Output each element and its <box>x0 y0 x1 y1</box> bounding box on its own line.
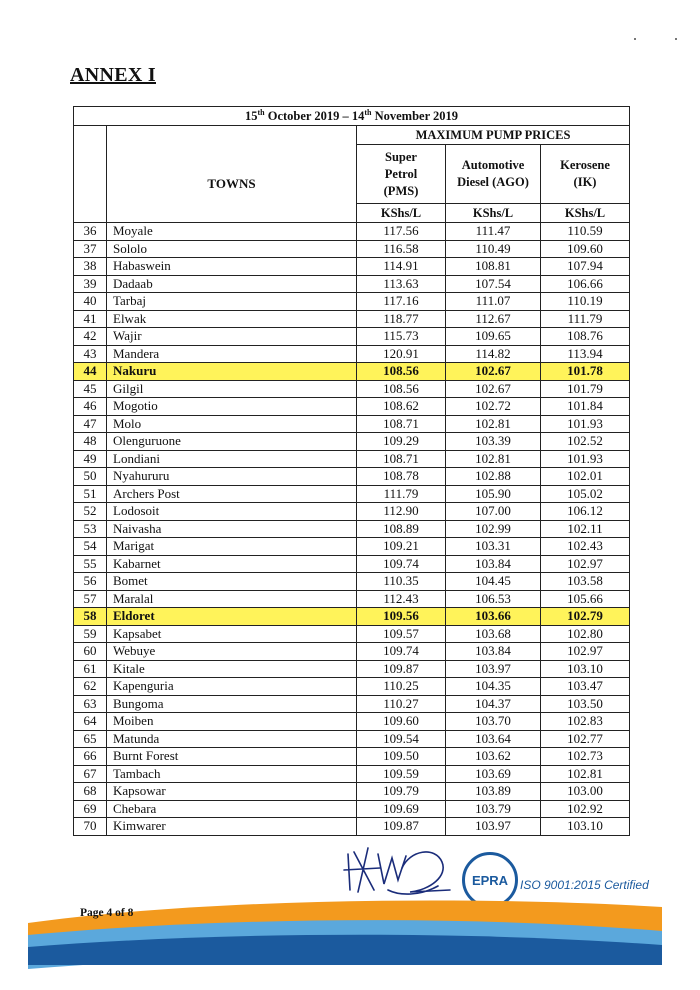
pump-prices-table <box>73 106 630 836</box>
town-name: Kimwarer <box>107 818 357 836</box>
row-number: 38 <box>74 258 107 276</box>
pms-price: 108.71 <box>357 415 446 433</box>
ik-price: 106.12 <box>541 503 630 521</box>
ik-price: 113.94 <box>541 345 630 363</box>
pms-price: 115.73 <box>357 328 446 346</box>
town-name: Tambach <box>107 765 357 783</box>
ik-price: 101.84 <box>541 398 630 416</box>
pms-price: 109.50 <box>357 748 446 766</box>
pms-price: 109.87 <box>357 660 446 678</box>
row-number: 67 <box>74 765 107 783</box>
town-name: Naivasha <box>107 520 357 538</box>
ago-price: 102.99 <box>446 520 541 538</box>
row-number: 70 <box>74 818 107 836</box>
ik-price: 109.60 <box>541 240 630 258</box>
table-row <box>74 240 630 258</box>
ago-price: 103.79 <box>446 800 541 818</box>
town-name: Wajir <box>107 328 357 346</box>
unit-ik: KShs/L <box>541 204 630 223</box>
town-name: Londiani <box>107 450 357 468</box>
table-row <box>74 450 630 468</box>
row-number: 45 <box>74 380 107 398</box>
ago-price: 103.70 <box>446 713 541 731</box>
town-name: Olenguruone <box>107 433 357 451</box>
pms-price: 109.54 <box>357 730 446 748</box>
table-row <box>74 398 630 416</box>
row-number: 65 <box>74 730 107 748</box>
pms-price: 109.69 <box>357 800 446 818</box>
town-name: Moiben <box>107 713 357 731</box>
town-name: Marigat <box>107 538 357 556</box>
town-name: Kapsabet <box>107 625 357 643</box>
pms-price: 110.27 <box>357 695 446 713</box>
ago-price: 107.54 <box>446 275 541 293</box>
pms-price: 109.79 <box>357 783 446 801</box>
pms-price: 110.35 <box>357 573 446 591</box>
max-pump-prices-header: MAXIMUM PUMP PRICES <box>357 126 630 145</box>
row-number: 59 <box>74 625 107 643</box>
table-row <box>74 223 630 241</box>
ago-price: 114.82 <box>446 345 541 363</box>
table-row <box>74 748 630 766</box>
row-number: 60 <box>74 643 107 661</box>
pms-price: 108.56 <box>357 380 446 398</box>
town-name: Tarbaj <box>107 293 357 311</box>
ago-price: 108.81 <box>446 258 541 276</box>
table-row <box>74 485 630 503</box>
max-prices-header-row <box>74 126 630 145</box>
pms-price: 110.25 <box>357 678 446 696</box>
ik-price: 102.77 <box>541 730 630 748</box>
ago-price: 102.67 <box>446 380 541 398</box>
pms-price: 116.58 <box>357 240 446 258</box>
pms-price: 109.57 <box>357 625 446 643</box>
table-row <box>74 310 630 328</box>
ik-price: 102.97 <box>541 643 630 661</box>
ago-price: 111.07 <box>446 293 541 311</box>
row-number: 37 <box>74 240 107 258</box>
table-row <box>74 573 630 591</box>
row-number: 58 <box>74 608 107 626</box>
town-name: Habaswein <box>107 258 357 276</box>
ago-price: 103.69 <box>446 765 541 783</box>
pms-price: 108.89 <box>357 520 446 538</box>
town-name: Burnt Forest <box>107 748 357 766</box>
ik-price: 103.50 <box>541 695 630 713</box>
ik-price: 102.52 <box>541 433 630 451</box>
pms-price: 109.29 <box>357 433 446 451</box>
ago-price: 103.97 <box>446 818 541 836</box>
row-number: 48 <box>74 433 107 451</box>
row-number: 52 <box>74 503 107 521</box>
pms-price: 111.79 <box>357 485 446 503</box>
ago-price: 103.66 <box>446 608 541 626</box>
town-name: Lodosoit <box>107 503 357 521</box>
ik-price: 103.58 <box>541 573 630 591</box>
scan-speck <box>634 38 636 40</box>
table-row <box>74 433 630 451</box>
period-header-row <box>74 107 630 126</box>
ik-price: 101.93 <box>541 415 630 433</box>
town-name: Elwak <box>107 310 357 328</box>
ago-price: 103.39 <box>446 433 541 451</box>
pms-price: 109.60 <box>357 713 446 731</box>
table-row <box>74 538 630 556</box>
row-number: 53 <box>74 520 107 538</box>
ik-price: 102.92 <box>541 800 630 818</box>
town-name: Nakuru <box>107 363 357 381</box>
ago-price: 102.67 <box>446 363 541 381</box>
row-number: 36 <box>74 223 107 241</box>
row-number: 55 <box>74 555 107 573</box>
table-row <box>74 713 630 731</box>
table-row <box>74 643 630 661</box>
pms-price: 108.62 <box>357 398 446 416</box>
town-name: Maralal <box>107 590 357 608</box>
row-number: 50 <box>74 468 107 486</box>
ik-price: 102.81 <box>541 765 630 783</box>
ago-price: 104.35 <box>446 678 541 696</box>
row-number: 47 <box>74 415 107 433</box>
ik-price: 106.66 <box>541 275 630 293</box>
ik-price: 105.02 <box>541 485 630 503</box>
ago-price: 103.64 <box>446 730 541 748</box>
table-row <box>74 328 630 346</box>
ik-price: 105.66 <box>541 590 630 608</box>
table-row <box>74 415 630 433</box>
pms-price: 109.87 <box>357 818 446 836</box>
product-header-pms: Super Petrol (PMS) <box>357 145 446 204</box>
pms-price: 112.90 <box>357 503 446 521</box>
town-name: Gilgil <box>107 380 357 398</box>
table-row <box>74 730 630 748</box>
town-name: Kapsowar <box>107 783 357 801</box>
ago-price: 103.84 <box>446 643 541 661</box>
ago-price: 112.67 <box>446 310 541 328</box>
ago-price: 111.47 <box>446 223 541 241</box>
town-name: Kitale <box>107 660 357 678</box>
page-number: Page 4 of 8 <box>80 907 134 919</box>
ik-price: 102.43 <box>541 538 630 556</box>
row-number: 43 <box>74 345 107 363</box>
towns-header: TOWNS <box>107 126 357 223</box>
pms-price: 109.56 <box>357 608 446 626</box>
table-row <box>74 345 630 363</box>
table-row <box>74 695 630 713</box>
table-row <box>74 258 630 276</box>
ik-price: 101.78 <box>541 363 630 381</box>
table-row <box>74 625 630 643</box>
ago-price: 106.53 <box>446 590 541 608</box>
pms-price: 117.56 <box>357 223 446 241</box>
ik-price: 108.76 <box>541 328 630 346</box>
ik-price: 102.80 <box>541 625 630 643</box>
town-name: Bungoma <box>107 695 357 713</box>
row-number: 42 <box>74 328 107 346</box>
ago-price: 102.81 <box>446 450 541 468</box>
table-row <box>74 363 630 381</box>
ago-price: 103.68 <box>446 625 541 643</box>
town-name: Matunda <box>107 730 357 748</box>
pms-price: 113.63 <box>357 275 446 293</box>
table-row <box>74 468 630 486</box>
ik-price: 103.00 <box>541 783 630 801</box>
table-row <box>74 555 630 573</box>
row-number: 57 <box>74 590 107 608</box>
ik-price: 102.83 <box>541 713 630 731</box>
row-number: 49 <box>74 450 107 468</box>
table-row <box>74 765 630 783</box>
pms-price: 109.21 <box>357 538 446 556</box>
signature <box>340 840 455 900</box>
town-name: Sololo <box>107 240 357 258</box>
row-number: 54 <box>74 538 107 556</box>
pms-price: 108.56 <box>357 363 446 381</box>
period-header: 15th October 2019 – 14th November 2019 <box>74 107 630 126</box>
row-number: 51 <box>74 485 107 503</box>
unit-ago: KShs/L <box>446 204 541 223</box>
ago-price: 102.88 <box>446 468 541 486</box>
pms-price: 112.43 <box>357 590 446 608</box>
ik-price: 103.47 <box>541 678 630 696</box>
product-header-ik: Kerosene (IK) <box>541 145 630 204</box>
town-name: Archers Post <box>107 485 357 503</box>
epra-logo: EPRA <box>462 852 518 908</box>
ik-price: 107.94 <box>541 258 630 276</box>
ik-price: 102.01 <box>541 468 630 486</box>
row-number: 40 <box>74 293 107 311</box>
row-number: 66 <box>74 748 107 766</box>
pms-price: 109.59 <box>357 765 446 783</box>
table-row <box>74 503 630 521</box>
ik-price: 111.79 <box>541 310 630 328</box>
table-row <box>74 293 630 311</box>
row-number: 63 <box>74 695 107 713</box>
annex-title: ANNEX I <box>70 64 156 86</box>
table-row <box>74 678 630 696</box>
ago-price: 105.90 <box>446 485 541 503</box>
ago-price: 110.49 <box>446 240 541 258</box>
table-row <box>74 818 630 836</box>
ik-price: 101.93 <box>541 450 630 468</box>
table-row <box>74 520 630 538</box>
row-number: 64 <box>74 713 107 731</box>
row-number: 41 <box>74 310 107 328</box>
town-name: Kapenguria <box>107 678 357 696</box>
ago-price: 102.81 <box>446 415 541 433</box>
town-name: Eldoret <box>107 608 357 626</box>
town-name: Molo <box>107 415 357 433</box>
ik-price: 110.19 <box>541 293 630 311</box>
row-number: 56 <box>74 573 107 591</box>
row-number: 61 <box>74 660 107 678</box>
pms-price: 117.16 <box>357 293 446 311</box>
ago-price: 102.72 <box>446 398 541 416</box>
town-name: Bomet <box>107 573 357 591</box>
town-name: Mandera <box>107 345 357 363</box>
town-name: Mogotio <box>107 398 357 416</box>
ago-price: 104.37 <box>446 695 541 713</box>
town-name: Webuye <box>107 643 357 661</box>
table-row <box>74 660 630 678</box>
town-name: Kabarnet <box>107 555 357 573</box>
product-header-ago: Automotive Diesel (AGO) <box>446 145 541 204</box>
row-number: 39 <box>74 275 107 293</box>
row-number: 62 <box>74 678 107 696</box>
ago-price: 103.62 <box>446 748 541 766</box>
table-row <box>74 590 630 608</box>
ago-price: 104.45 <box>446 573 541 591</box>
town-name: Moyale <box>107 223 357 241</box>
ago-price: 103.97 <box>446 660 541 678</box>
table-row <box>74 275 630 293</box>
ago-price: 103.31 <box>446 538 541 556</box>
table-row <box>74 380 630 398</box>
ik-price: 102.73 <box>541 748 630 766</box>
ago-price: 109.65 <box>446 328 541 346</box>
ik-price: 103.10 <box>541 660 630 678</box>
table-row <box>74 783 630 801</box>
ago-price: 103.84 <box>446 555 541 573</box>
pms-price: 109.74 <box>357 643 446 661</box>
row-number: 69 <box>74 800 107 818</box>
ik-price: 102.97 <box>541 555 630 573</box>
pms-price: 108.71 <box>357 450 446 468</box>
ik-price: 101.79 <box>541 380 630 398</box>
row-number: 44 <box>74 363 107 381</box>
pms-price: 120.91 <box>357 345 446 363</box>
pms-price: 118.77 <box>357 310 446 328</box>
pms-price: 114.91 <box>357 258 446 276</box>
iso-certification: ISO 9001:2015 Certified <box>520 878 649 892</box>
unit-pms: KShs/L <box>357 204 446 223</box>
town-name: Dadaab <box>107 275 357 293</box>
pms-price: 108.78 <box>357 468 446 486</box>
scan-speck <box>675 38 677 40</box>
ik-price: 102.79 <box>541 608 630 626</box>
table-row <box>74 800 630 818</box>
row-number: 68 <box>74 783 107 801</box>
row-number: 46 <box>74 398 107 416</box>
ago-price: 103.89 <box>446 783 541 801</box>
ago-price: 107.00 <box>446 503 541 521</box>
ik-price: 110.59 <box>541 223 630 241</box>
pms-price: 109.74 <box>357 555 446 573</box>
town-name: Chebara <box>107 800 357 818</box>
town-name: Nyahururu <box>107 468 357 486</box>
number-column-header <box>74 126 107 223</box>
ik-price: 103.10 <box>541 818 630 836</box>
ik-price: 102.11 <box>541 520 630 538</box>
table-row <box>74 608 630 626</box>
